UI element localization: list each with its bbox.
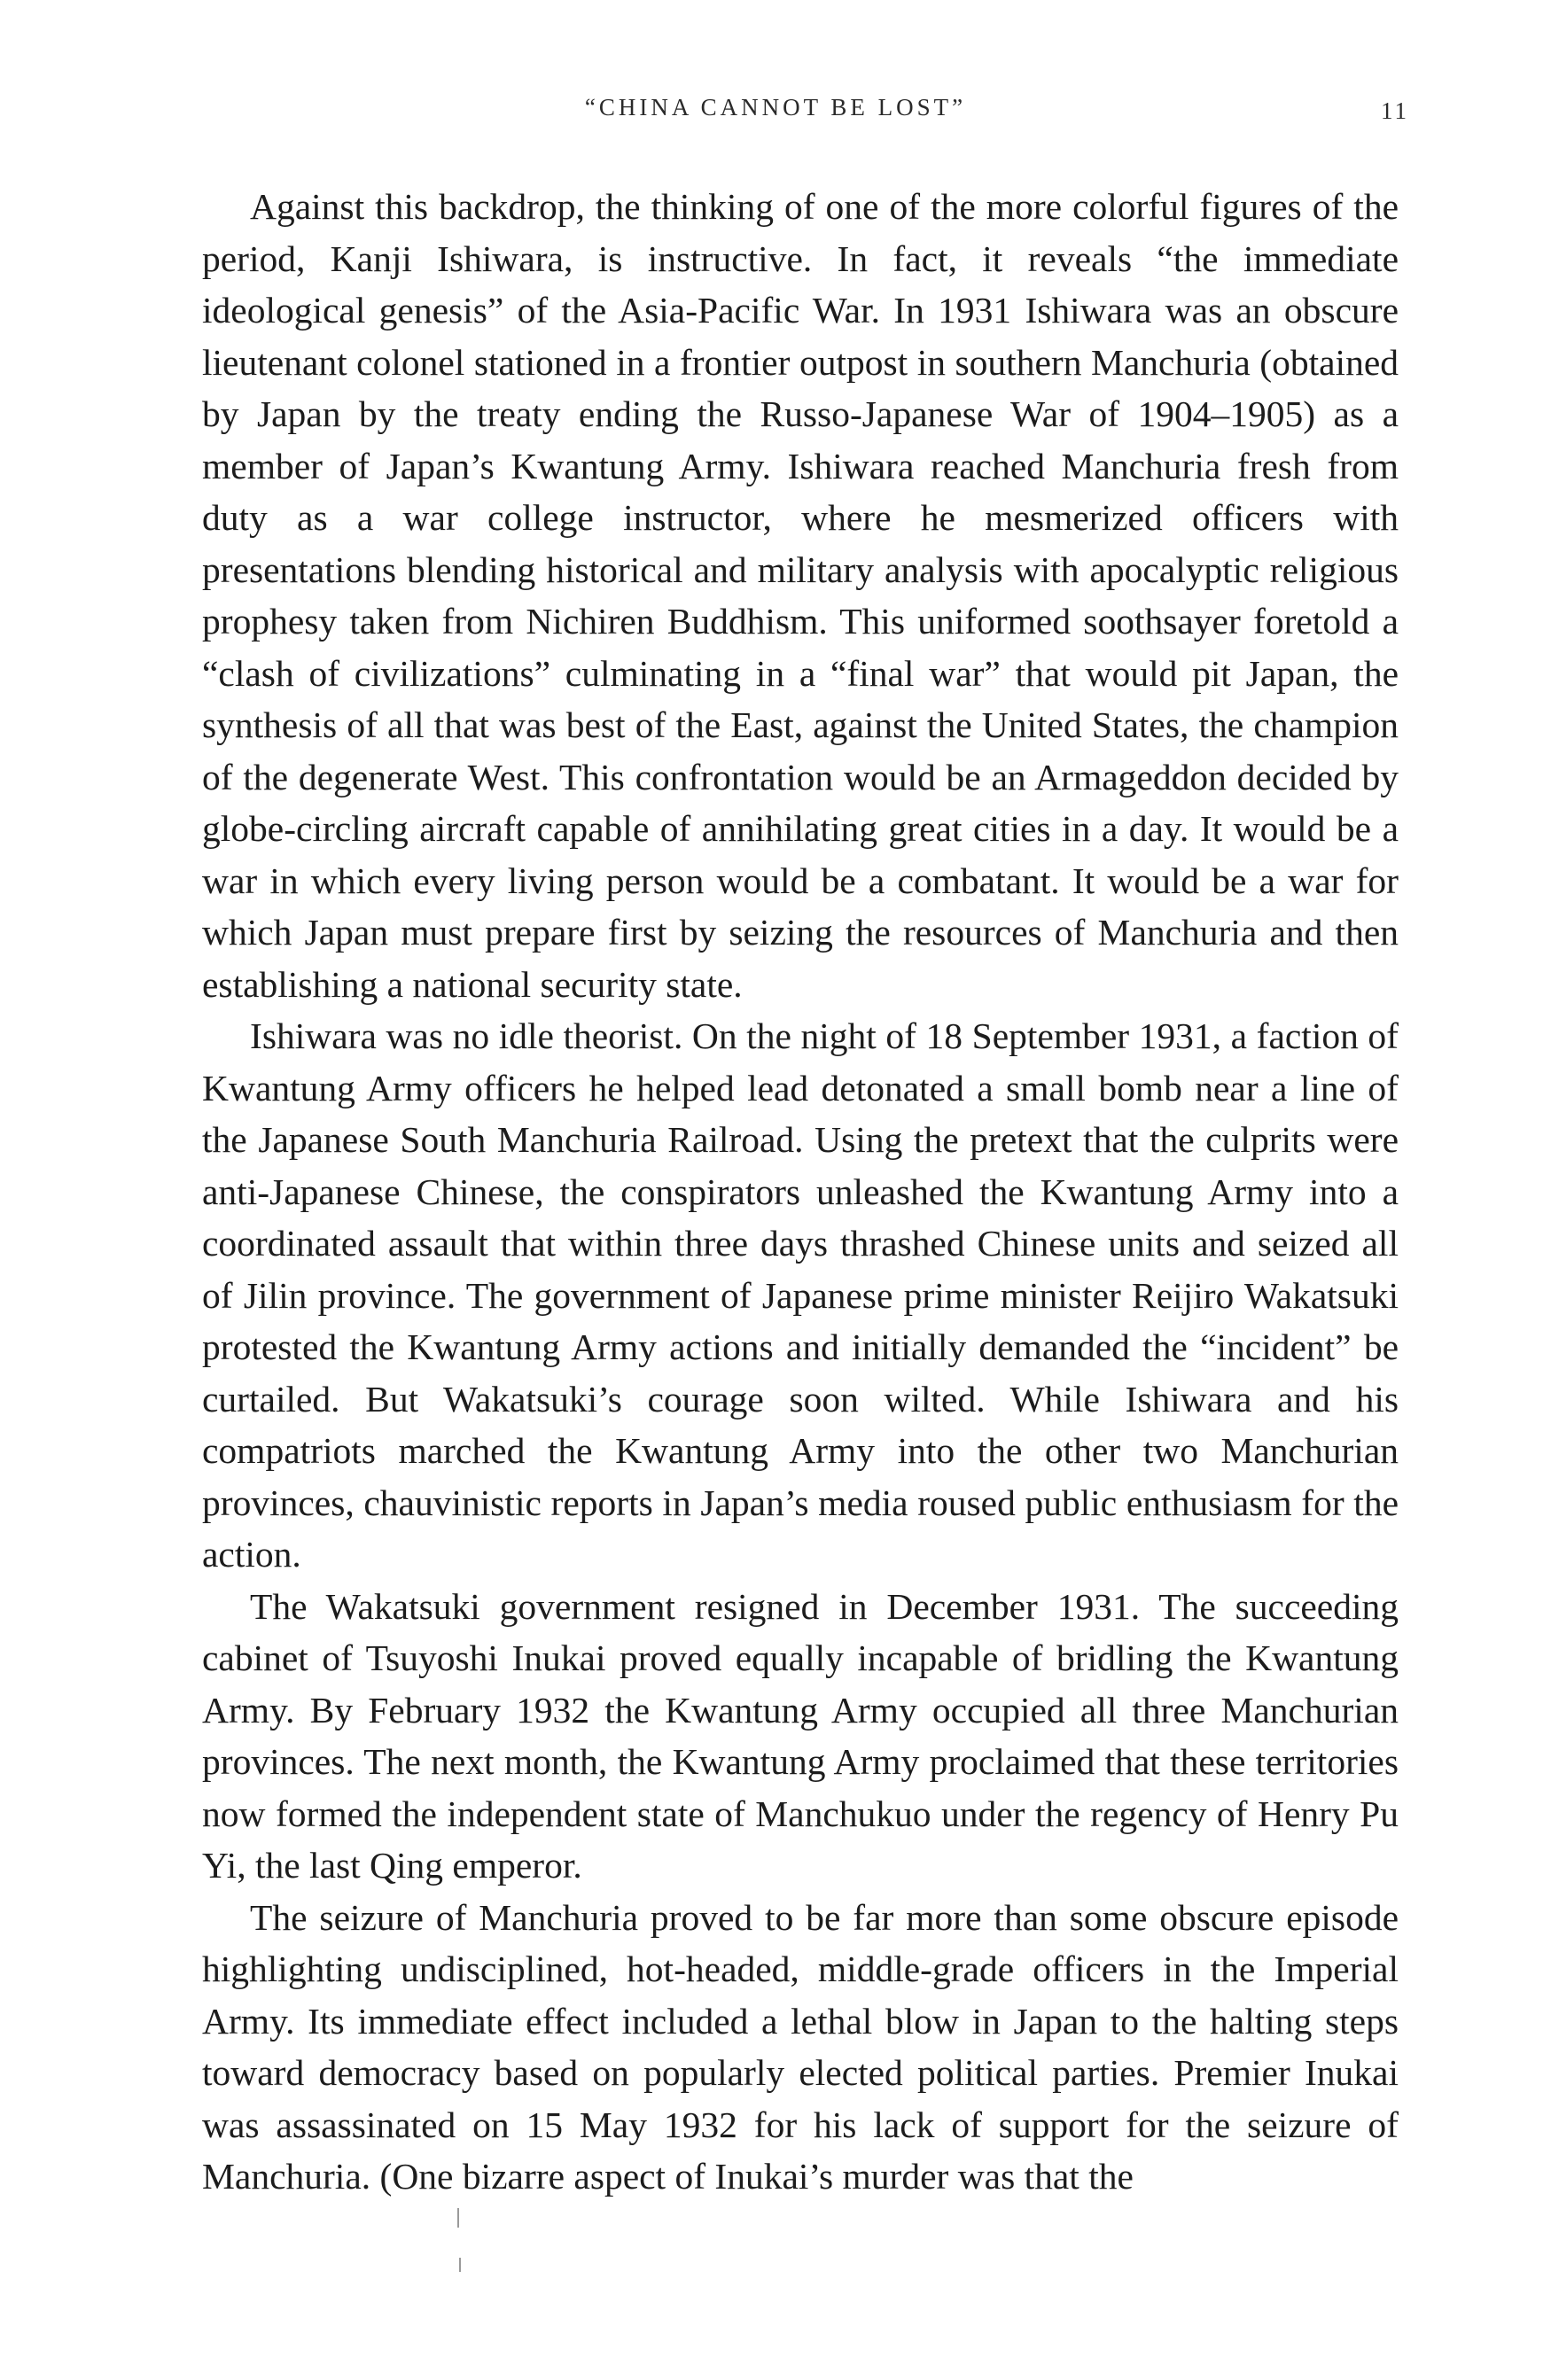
scan-artifact-mark — [459, 2258, 461, 2272]
paragraph-2: Ishiwara was no idle theorist. On the night of 18 September 1931, a faction of Kwantung Army officers he helped lead detonated a small bomb near a line of the Japanese South Manchuria Railroad. Using the pretext that the culprits were anti-Japanese Chinese, the conspirators unleashed the Kwantung Army into a coordinated assault that within three days thrashed Chinese units and seized all of Jilin province. The government of Japanese prime minister Reijiro Wakatsuki protested the Kwantung Army actions and initially demanded the “incident” be curtailed. But Wakatsuki’s courage soon wilted. While Ishiwara and his compatriots marched the Kwantung Army into the other two Manchurian provinces, chauvinistic reports in Japan’s media roused public enthusiasm for the action. — [202, 1015, 1399, 1575]
paragraph-1: Against this backdrop, the thinking of one of the more colorful figures of the period, Kanji Ishiwara, is instructive. In fact, it reveals “the immediate ideological genesis” of the Asia-Pacific War. In 1931 Ishiwara was an obscure lieutenant colonel stationed in a frontier outpost in southern Manchuria (obtained by Japan by the treaty ending the Russo-Japanese War of 1904–1905) as a member of Japan’s Kwantung Army. Ishiwara reached Manchuria fresh from duty as a war college instructor, where he mesmerized officers with presentations blending historical and military analysis with apocalyptic religious prophesy taken from Nichiren Buddhism. This uniformed soothsayer foretold a “clash of civilizations” culminating in a “final war” that would pit Japan, the synthesis of all that was best of the East, against the United States, the champion of the degenerate West. This confrontation would be an Armageddon decided by globe-circling aircraft capable of annihilating great cities in a day. It would be a war in which every living person would be a combatant. It would be a war for which Japan must prepare first by seizing the resources of Manchuria and then establishing a national security state. — [202, 186, 1399, 1005]
running-title: “CHINA CANNOT BE LOST” — [584, 94, 967, 121]
paragraph-3: The Wakatsuki government resigned in December 1931. The succeeding cabinet of Tsuyoshi Inukai proved equally incapable of bridling the Kwantung Army. By February 1932 the Kwantung Army occupied all three Manchurian provinces. The next month, the Kwantung Army proclaimed that these territories now formed the independent state of Manchukuo under the regency of Henry Pu Yi, the last Qing emperor. — [202, 1585, 1399, 1886]
paragraph-4: The seizure of Manchuria proved to be far more than some obscure episode highlighting undisciplined, hot-headed, middle-grade officers in the Imperial Army. Its immediate effect included a lethal blow in Japan to the halting steps toward democracy based on popularly elected political parties. Premier Inukai was assassinated on 15 May 1932 for his lack of support for the seizure of Manchuria. (One bizarre aspect of Inukai’s murder was that the — [202, 1896, 1399, 2197]
scan-artifact-mark — [457, 2208, 459, 2228]
body-text — [202, 181, 1399, 2203]
page-number: 11 — [1381, 97, 1409, 124]
running-head — [0, 87, 1551, 140]
